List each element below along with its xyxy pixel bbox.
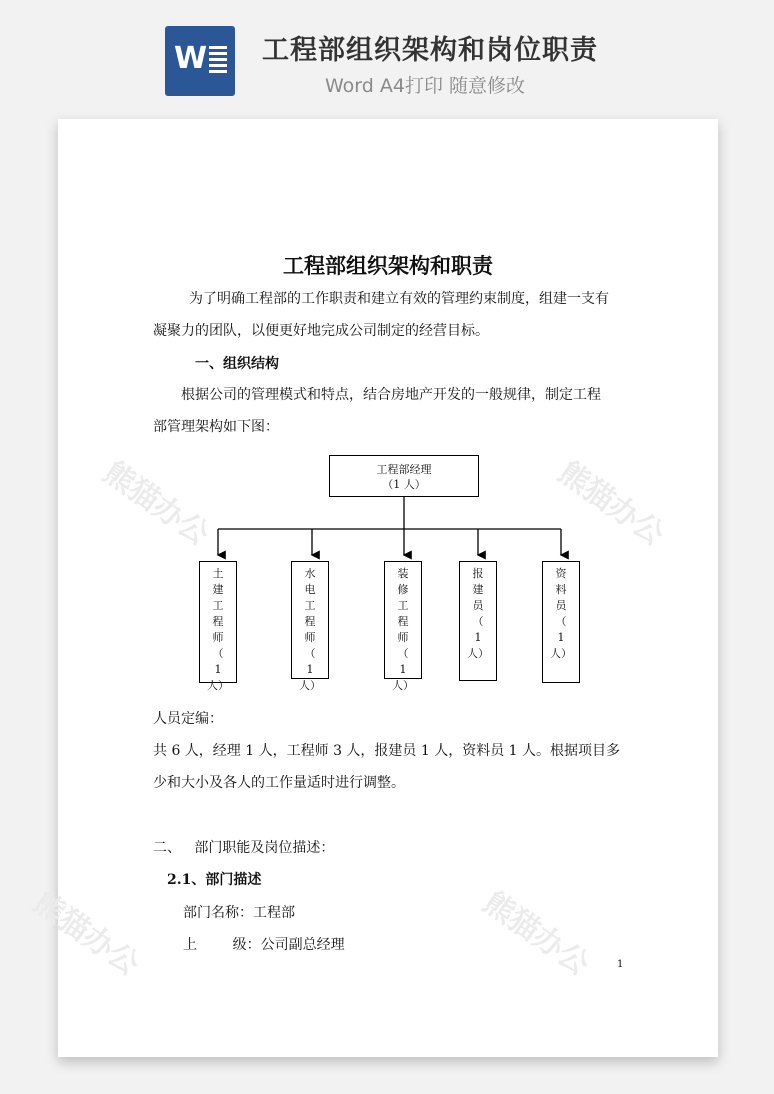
- intro-line-1: 为了明确工程部的工作职责和建立有效的管理约束制度，组建一支有: [189, 291, 609, 307]
- section1-line-1: 根据公司的管理模式和特点，结合房地产开发的一般规律，制定工程: [181, 387, 601, 403]
- watermark: 熊猫办公: [26, 885, 146, 983]
- header-subtitle: Word A4打印 随意修改: [325, 75, 526, 97]
- section2-heading: 二、 部门职能及岗位描述：: [153, 840, 335, 856]
- staffing-label: 人员定编：: [153, 711, 223, 727]
- org-node-document-clerk: [542, 561, 580, 683]
- org-node-char: 资: [555, 567, 567, 580]
- org-node-char: 师: [304, 631, 316, 644]
- org-node-civil-engineer: [199, 561, 237, 692]
- org-node-char: 工: [397, 599, 409, 612]
- org-node-count: （1 人）: [382, 478, 426, 491]
- org-node-char: 1: [399, 663, 407, 676]
- org-node-char: 工: [212, 599, 224, 612]
- watermark: 熊猫办公: [476, 885, 596, 983]
- org-node-char: 电: [304, 583, 316, 596]
- org-node-char: （: [397, 647, 409, 660]
- org-node-char: 土: [212, 567, 224, 580]
- org-node-char: （: [472, 615, 484, 628]
- org-node-char: 报: [472, 567, 484, 580]
- section21-heading: 2.1、部门描述: [167, 872, 262, 888]
- org-node-decoration-engineer: [384, 561, 422, 692]
- org-node-char: 人）: [299, 679, 321, 692]
- org-node-char: 1: [474, 631, 482, 644]
- word-icon-lines: [209, 46, 227, 76]
- org-node-char: 人）: [467, 647, 489, 660]
- word-icon-letter: W: [174, 41, 208, 76]
- section1-heading: 一、组织结构: [195, 356, 279, 372]
- document-page: [26, 119, 718, 1057]
- org-node-char: 员: [555, 599, 567, 612]
- watermark: 熊猫办公: [551, 455, 671, 553]
- org-node-manager: [329, 455, 479, 497]
- watermark: 熊猫办公: [96, 455, 216, 553]
- org-node-char: 1: [214, 663, 222, 676]
- org-node-char: 程: [212, 615, 224, 628]
- intro-line-2: 凝聚力的团队，以便更好地完成公司制定的经营目标。: [153, 323, 489, 339]
- org-node-char: 1: [306, 663, 314, 676]
- org-node-title: 工程部经理: [376, 463, 432, 476]
- staffing-line-2: 少和大小及各人的工作量适时进行调整。: [153, 775, 405, 791]
- page-number: 1: [617, 959, 624, 970]
- org-node-mep-engineer: [291, 561, 329, 692]
- org-node-char: 师: [397, 631, 409, 644]
- org-node-char: 程: [397, 615, 409, 628]
- org-node-char: 修: [397, 583, 409, 596]
- document-title: 工程部组织架构和职责: [283, 254, 493, 278]
- header-title: 工程部组织架构和岗位职责: [262, 35, 598, 66]
- org-node-char: 师: [212, 631, 224, 644]
- org-node-char: 水: [304, 567, 316, 580]
- word-doc-icon: [165, 26, 235, 96]
- superior: 上 级：公司副总经理: [183, 937, 345, 953]
- org-node-char: 料: [555, 583, 567, 596]
- org-node-char: 1: [557, 631, 565, 644]
- org-node-char: 人）: [392, 679, 414, 692]
- section1-line-2: 部管理架构如下图：: [153, 419, 279, 435]
- org-node-permit-officer: [459, 561, 497, 681]
- org-node-char: （: [212, 647, 224, 660]
- org-node-char: （: [304, 647, 316, 660]
- dept-name: 部门名称：工程部: [183, 905, 295, 921]
- org-node-char: 工: [304, 599, 316, 612]
- org-node-char: 员: [472, 599, 484, 612]
- org-node-char: 建: [212, 583, 224, 596]
- org-node-char: （: [555, 615, 567, 628]
- org-node-char: 建: [472, 583, 484, 596]
- org-node-char: 人）: [550, 647, 572, 660]
- document-header: [0, 0, 774, 110]
- org-node-char: 人）: [207, 679, 229, 692]
- staffing-line-1: 共 6 人，经理 1 人，工程师 3 人，报建员 1 人，资料员 1 人。根据项目多: [153, 743, 621, 759]
- org-node-char: 装: [397, 567, 409, 580]
- org-node-char: 程: [304, 615, 316, 628]
